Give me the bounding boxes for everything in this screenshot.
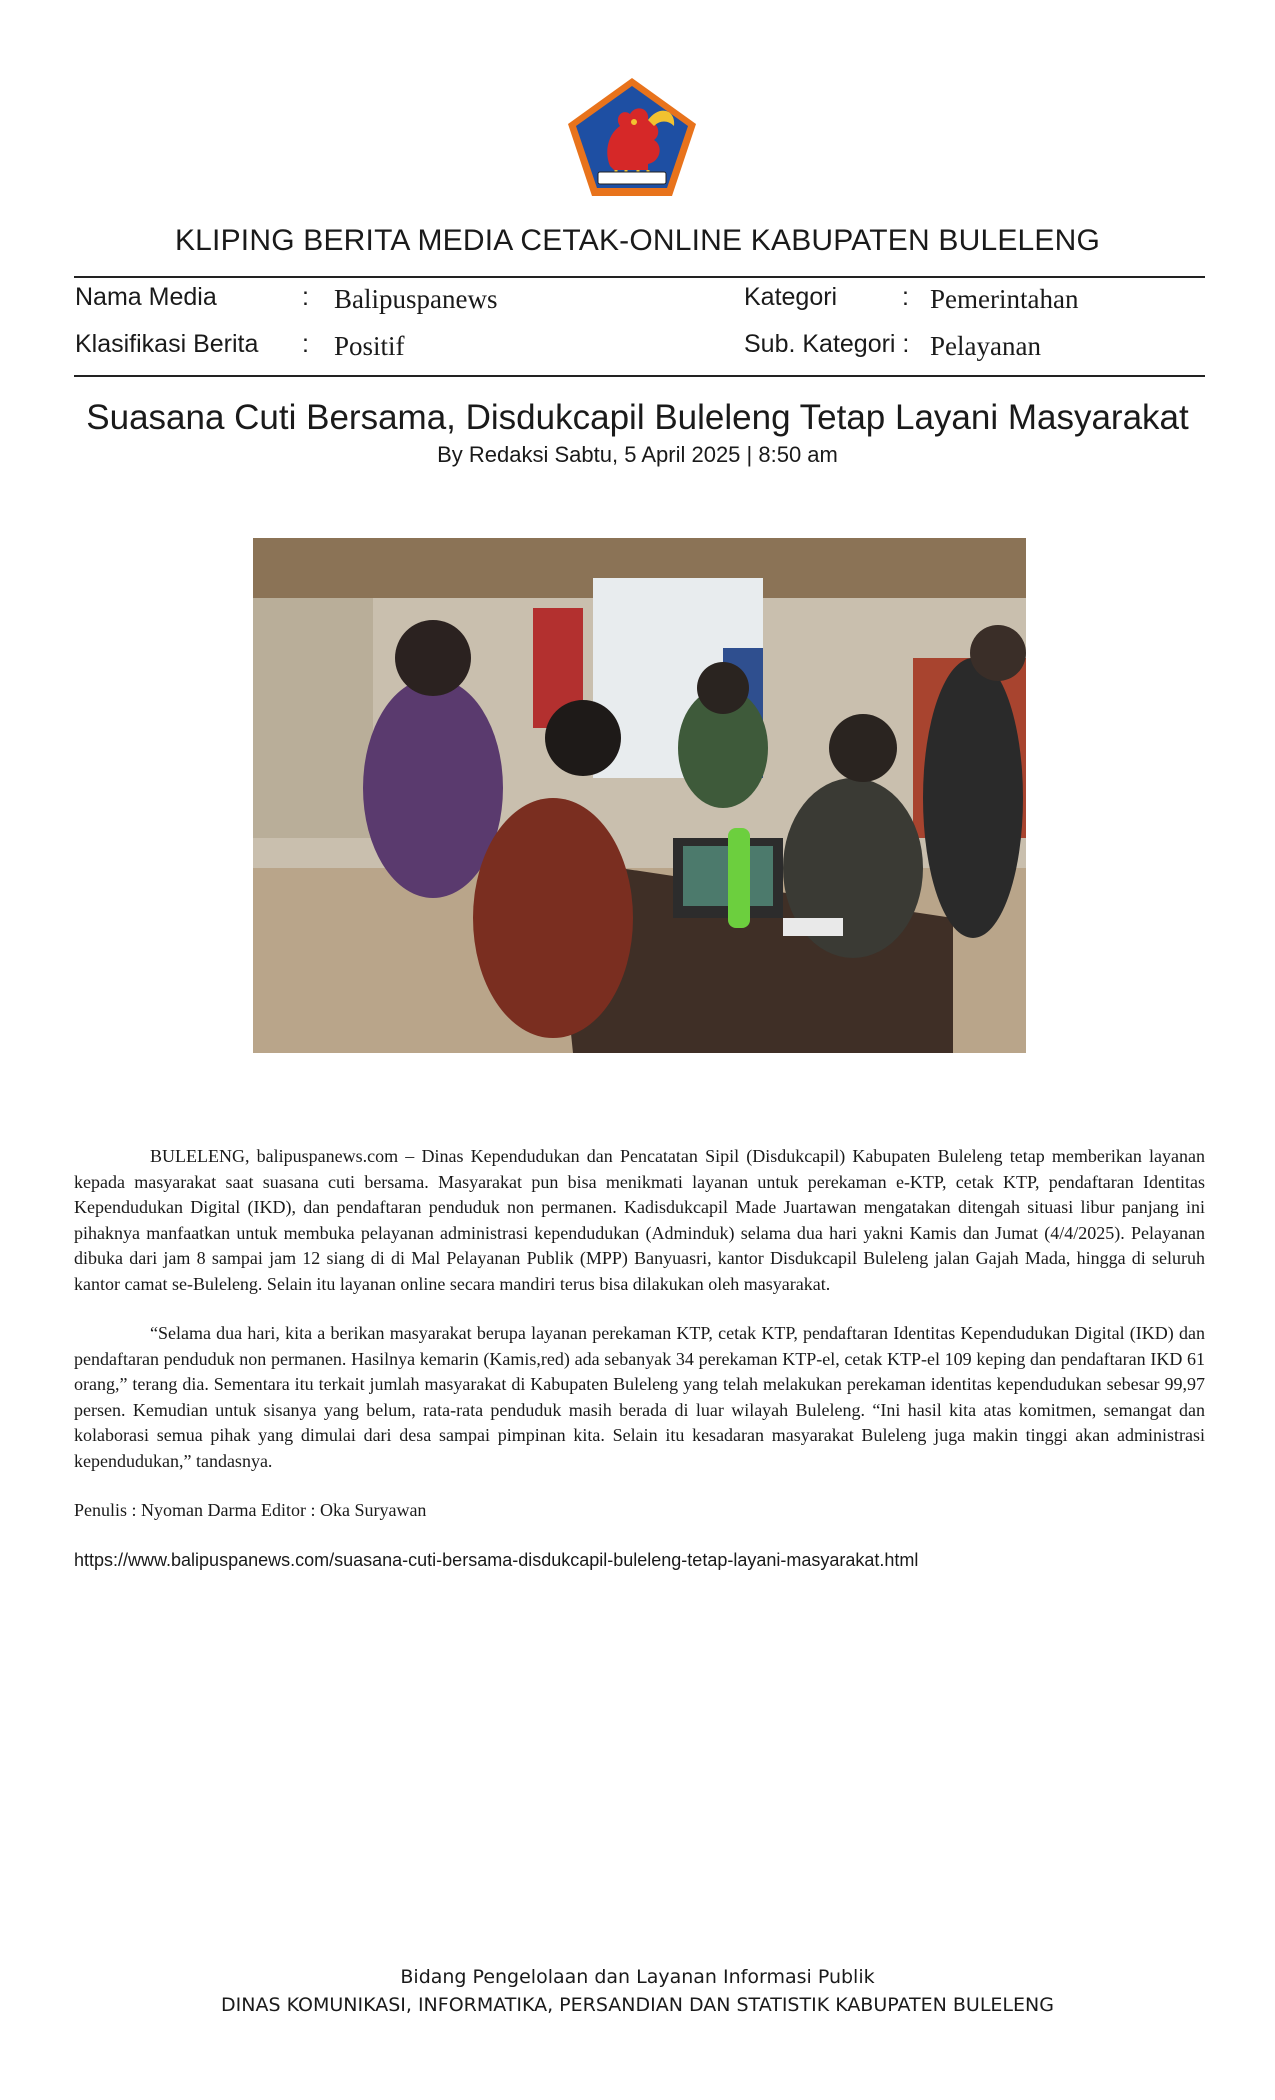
nama-media-value: Balipuspanews <box>334 284 498 314</box>
sub-kategori-value: Pelayanan <box>930 331 1041 361</box>
buleleng-emblem-logo <box>564 74 700 200</box>
article-source-url[interactable]: https://www.balipuspanews.com/suasana-cuti-bersama-disdukcapil-buleleng-tetap-layani-masyarakat.html <box>74 1549 919 1570</box>
header-divider-bottom <box>74 375 1205 377</box>
footer-department: Bidang Pengelolaan dan Layanan Informasi Publik <box>400 1966 875 1988</box>
footer-agency: DINAS KOMUNIKASI, INFORMATIKA, PERSANDIAN DAN STATISTIK KABUPATEN BULELENG <box>221 1994 1054 2016</box>
article-body <box>74 1144 1205 1573</box>
klasifikasi-label: Klasifikasi Berita <box>75 330 259 358</box>
article-photo <box>253 538 1026 1053</box>
nama-media-colon: : <box>302 283 309 311</box>
klasifikasi-colon: : <box>302 330 309 358</box>
sub-kategori-label: Sub. Kategori : <box>744 330 910 358</box>
article-credits: Penulis : Nyoman Darma Editor : Oka Suryawan <box>74 1500 427 1520</box>
kategori-value: Pemerintahan <box>930 284 1079 314</box>
kategori-colon: : <box>902 283 909 311</box>
header-divider-top <box>74 276 1205 278</box>
article-byline: By Redaksi Sabtu, 5 April 2025 | 8:50 am <box>437 442 838 467</box>
kategori-label: Kategori <box>744 283 838 311</box>
klasifikasi-value: Positif <box>334 331 405 361</box>
article-paragraph-1: BULELENG, balipuspanews.com – Dinas Kependudukan dan Pencatatan Sipil (Disdukcapil) Kabupaten Buleleng tetap memberikan layanan kepada masyarakat saat suasana cuti bersama. Masyarakat pun bisa menikmati layanan untuk perekaman e-KTP, cetak KTP, pendaftaran Identitas Kependudukan Digital (IKD), dan pendaftaran penduduk non permanen. Kadisdukcapil Made Juartawan mengatakan ditengah situasi libur panjang ini pihaknya manfaatkan untuk membuka pelayanan administrasi kependudukan (Adminduk) selama dua hari yakni Kamis dan Jumat (4/4/2025). Pelayanan dibuka dari jam 8 sampai jam 12 siang di di Mal Pelayanan Publik (MPP) Banyuasri, kantor Disdukcapil Buleleng jalan Gajah Mada, hingga di seluruh kantor camat se-Buleleng. Selain itu layanan online secara mandiri terus bisa dilakukan oleh masyarakat. <box>74 1146 1205 1294</box>
article-paragraph-2: “Selama dua hari, kita a berikan masyarakat berupa layanan perekaman KTP, cetak KTP, pendaftaran Identitas Kependudukan Digital (IKD) dan pendaftaran penduduk non permanen. Hasilnya kemarin (Kamis,red) ada sebanyak 34 perekaman KTP-el, cetak KTP-el 109 keping dan pendaftaran IKD 61 orang,” terang dia. Sementara itu terkait jumlah masyarakat di Kabupaten Buleleng yang telah melakukan perekaman identitas kependudukan sebesar 99,97 persen. Kemudian untuk sisanya yang belum, rata-rata penduduk masih berada di luar wilayah Buleleng. “Ini hasil kita atas komitmen, semangat dan kolaborasi semua pihak yang dimulai dari desa sampai pimpinan kita. Selain itu kesadaran masyarakat Buleleng juga makin tinggi akan administrasi kependudukan,” tandasnya. <box>74 1323 1205 1471</box>
kliping-title: KLIPING BERITA MEDIA CETAK-ONLINE KABUPATEN BULELENG <box>174 224 1101 257</box>
article-headline: Suasana Cuti Bersama, Disdukcapil Buleleng Tetap Layani Masyarakat <box>86 398 1189 437</box>
nama-media-label: Nama Media <box>75 283 217 311</box>
